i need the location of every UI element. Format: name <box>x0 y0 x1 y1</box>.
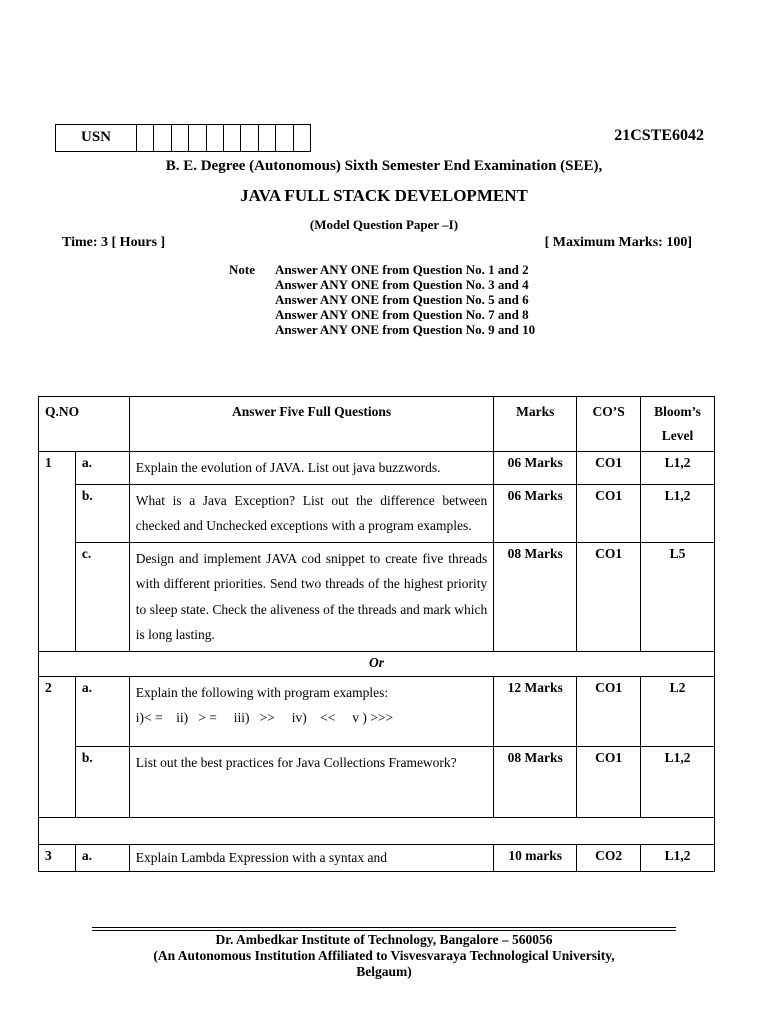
footer-divider <box>92 930 676 931</box>
level-cell: L1,2 <box>641 746 715 817</box>
question-text: Explain the evolution of JAVA. List out java buzzwords. <box>129 452 494 485</box>
question-number: 2 <box>39 676 76 817</box>
table-header-row <box>39 397 715 452</box>
note-line: Answer ANY ONE from Question No. 9 and 10 <box>275 322 536 337</box>
usn-cell[interactable] <box>224 125 241 151</box>
sub-label: a. <box>75 452 129 485</box>
table-row <box>39 542 715 651</box>
note-line: Answer ANY ONE from Question No. 1 and 2 <box>275 262 529 277</box>
co-cell: CO1 <box>577 676 641 746</box>
question-text: List out the best practices for Java Collections Framework? <box>129 746 494 817</box>
header-marks: Marks <box>494 397 577 452</box>
blank-cell <box>39 817 715 844</box>
table-row <box>39 746 715 817</box>
usn-cell[interactable] <box>207 125 224 151</box>
sub-label: b. <box>75 484 129 542</box>
sub-label: a. <box>75 844 129 871</box>
question-table <box>38 396 715 872</box>
usn-cell[interactable] <box>241 125 258 151</box>
footer-divider <box>92 927 676 928</box>
subject-title: JAVA FULL STACK DEVELOPMENT <box>240 186 528 205</box>
level-cell: L1,2 <box>641 484 715 542</box>
operator-list: i)< = ii) > = iii) >> iv) << v ) >>> <box>135 710 394 725</box>
co-cell: CO1 <box>577 484 641 542</box>
level-cell: L5 <box>641 542 715 651</box>
marks-cell: 06 Marks <box>494 484 577 542</box>
max-marks: [ Maximum Marks: 100] <box>544 235 692 250</box>
question-number: 1 <box>39 452 76 652</box>
table-row <box>39 844 715 871</box>
course-code: 21CSTE6042 <box>614 127 704 144</box>
paper-type: (Model Question Paper –I) <box>309 217 459 232</box>
table-row <box>39 676 715 746</box>
co-cell: CO1 <box>577 452 641 485</box>
header-blooms: Bloom’s Level <box>641 397 715 452</box>
question-text: Design and implement JAVA cod snippet to create five threads with different priorities. Send two threads of the highest priority to sleep state. Check the aliveness of the threads and mark which is long lasting. <box>129 542 494 651</box>
or-label: Or <box>39 651 715 676</box>
sub-label: a. <box>75 676 129 746</box>
degree-line: B. E. Degree (Autonomous) Sixth Semester End Examination (SEE), <box>165 158 603 174</box>
level-cell: L1,2 <box>641 844 715 871</box>
co-cell: CO1 <box>577 542 641 651</box>
usn-cell[interactable] <box>137 125 154 151</box>
instructions-note <box>229 262 535 337</box>
usn-cell[interactable] <box>294 125 310 151</box>
blank-row <box>39 817 715 844</box>
question-text: Explain Lambda Expression with a syntax and <box>129 844 494 871</box>
header-question: Answer Five Full Questions <box>129 397 494 452</box>
question-text <box>129 676 494 746</box>
exam-time: Time: 3 [ Hours ] <box>62 235 166 250</box>
marks-cell: 10 marks <box>494 844 577 871</box>
institution-name: Dr. Ambedkar Institute of Technology, Bangalore – 560056 <box>215 932 553 947</box>
or-separator-row <box>39 651 715 676</box>
sub-label: c. <box>75 542 129 651</box>
table-row <box>39 484 715 542</box>
note-line: Answer ANY ONE from Question No. 3 and 4 <box>275 277 529 292</box>
note-lines <box>275 262 535 337</box>
usn-cell[interactable] <box>276 125 293 151</box>
table-row <box>39 452 715 485</box>
usn-cell[interactable] <box>172 125 189 151</box>
marks-cell: 08 Marks <box>494 746 577 817</box>
level-cell: L2 <box>641 676 715 746</box>
note-label: Note <box>229 262 255 277</box>
header-cos: CO’S <box>577 397 641 452</box>
level-cell: L1,2 <box>641 452 715 485</box>
note-line: Answer ANY ONE from Question No. 5 and 6 <box>275 292 529 307</box>
marks-cell: 06 Marks <box>494 452 577 485</box>
header-qno: Q.NO <box>39 397 130 452</box>
marks-cell: 12 Marks <box>494 676 577 746</box>
institution-affiliation: (An Autonomous Institution Affiliated to Visvesvaraya Technological University, <box>153 948 615 963</box>
question-text: What is a Java Exception? List out the difference between checked and Unchecked exceptions with a program examples. <box>129 484 494 542</box>
sub-label: b. <box>75 746 129 817</box>
marks-cell: 08 Marks <box>494 542 577 651</box>
co-cell: CO2 <box>577 844 641 871</box>
note-line: Answer ANY ONE from Question No. 7 and 8 <box>275 307 529 322</box>
institution-location: Belgaum) <box>356 964 412 979</box>
usn-cell[interactable] <box>189 125 206 151</box>
co-cell: CO1 <box>577 746 641 817</box>
usn-cell[interactable] <box>259 125 276 151</box>
question-number: 3 <box>39 844 76 871</box>
usn-label: USN <box>56 125 137 151</box>
usn-cell[interactable] <box>154 125 171 151</box>
usn-box <box>55 124 311 152</box>
question-text-line: Explain the following with program examples: <box>135 684 389 700</box>
